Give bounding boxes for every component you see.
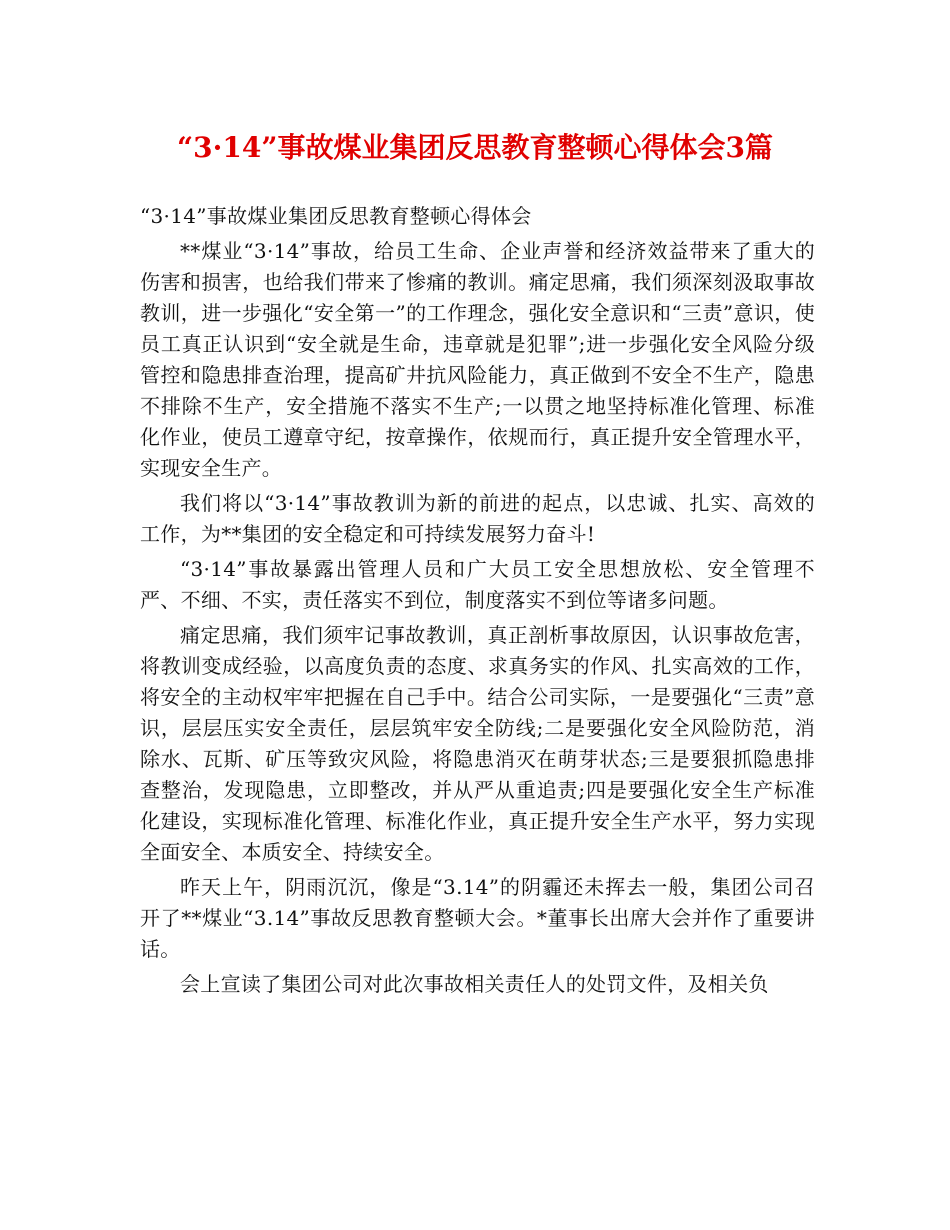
document-subtitle: “3·14”事故煤业集团反思教育整顿心得体会 [140, 204, 532, 228]
document-body [140, 201, 815, 1004]
document-title: “3·14”事故煤业集团反思教育整顿心得体会3篇 [177, 131, 773, 164]
paragraph-1: **煤业“3·14”事故，给员工生命、企业声誉和经济效益带来了重大的伤害和损害，也给我们带来了惨痛的教训。痛定思痛，我们须深刻汲取事故教训，进一步强化“安全第一”的工作理念，强化安全意识和“三责”意识，使员工真正认识到“安全就是生命，违章就是犯罪”;进一步强化安全风险分级管控和隐患排查治理，提高矿井抗风险能力，真正做到不安全不生产，隐患不排除不生产，安全措施不落实不生产;一以贯之地坚持标准化管理、标准化作业，使员工遵章守纪，按章操作，依规而行，真正提升安全管理水平，实现安全生产。 [140, 239, 815, 480]
paragraph-2: 我们将以“3·14”事故教训为新的前进的起点，以忠诚、扎实、高效的工作，为**集团的安全稳定和可持续发展努力奋斗! [140, 491, 815, 546]
paragraph-3: “3·14”事故暴露出管理人员和广大员工安全思想放松、安全管理不严、不细、不实，责任落实不到位，制度落实不到位等诸多问题。 [140, 557, 815, 612]
paragraph-4: 痛定思痛，我们须牢记事故教训，真正剖析事故原因，认识事故危害，将教训变成经验，以高度负责的态度、求真务实的作风、扎实高效的工作，将安全的主动权牢牢把握在自己手中。结合公司实际，一是要强化“三责”意识，层层压实安全责任，层层筑牢安全防线;二是要强化安全风险防范，消除水、瓦斯、矿压等致灾风险，将隐患消灭在萌芽状态;三是要狠抓隐患排查整治，发现隐患，立即整改，并从严从重追责;四是要强化安全生产标准化建设，实现标准化管理、标准化作业，真正提升安全生产水平，努力实现全面安全、本质安全、持续安全。 [140, 623, 815, 864]
paragraph-6: 会上宣读了集团公司对此次事故相关责任人的处罚文件，及相关负 [180, 972, 769, 996]
paragraph-5: 昨天上午，阴雨沉沉，像是“3.14”的阴霾还未挥去一般，集团公司召开了**煤业“3.14”事故反思教育整顿大会。*董事长出席大会并作了重要讲话。 [140, 875, 815, 961]
